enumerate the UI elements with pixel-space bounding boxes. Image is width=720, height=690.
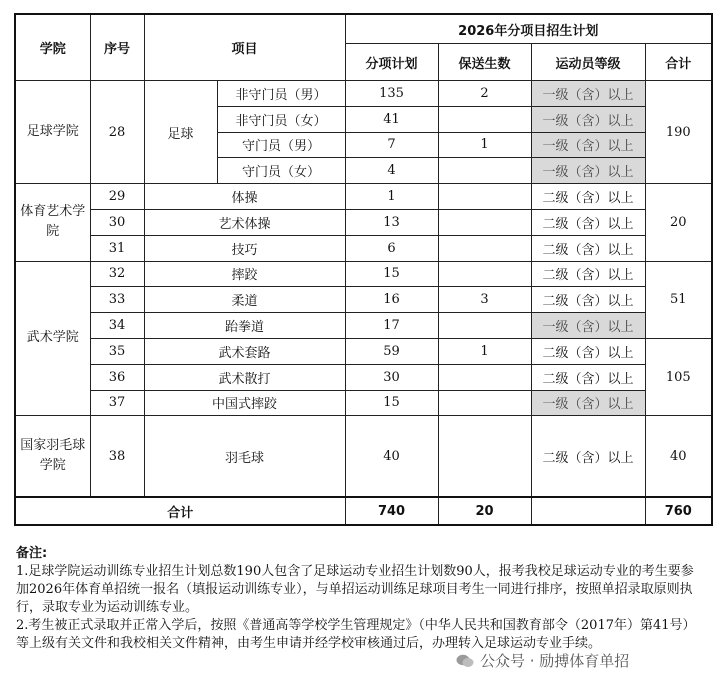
seq-cell: 33 (90, 287, 144, 313)
header-athlete-level: 运动员等级 (531, 44, 645, 81)
plan-cell: 6 (345, 235, 438, 261)
note-2: 2.考生被正式录取并正常入学后，按照《普通高等学校学生管理规定》（中华人民共和国教育部令（2017年）第41号）等上级有关文件和我校相关文件精神，由考生申请并经学校审核通过后，办理转入足球运动专业手续。 (16, 618, 696, 651)
guaranteed-cell (438, 184, 531, 210)
summary-total: 760 (645, 497, 712, 525)
table-row (15, 416, 712, 498)
college-wushu: 武术学院 (15, 261, 90, 416)
wechat-icon (456, 654, 474, 668)
seq-cell: 38 (90, 416, 144, 498)
level-cell: 二级（含）以上 (531, 364, 645, 390)
item-cell: 武术套路 (144, 338, 345, 364)
seq-cell: 28 (90, 81, 144, 184)
header-sub-plan: 分项计划 (345, 44, 438, 81)
plan-cell: 40 (345, 416, 438, 498)
guaranteed-cell (438, 106, 531, 132)
level-cell: 一级（含）以上 (531, 390, 645, 416)
table-row (15, 313, 712, 339)
header-item: 项目 (144, 14, 345, 81)
plan-cell: 7 (345, 132, 438, 158)
item-cell: 柔道 (144, 287, 345, 313)
level-cell: 二级（含）以上 (531, 235, 645, 261)
summary-label: 合计 (15, 497, 345, 525)
table-row (15, 338, 712, 364)
plan-cell: 13 (345, 209, 438, 235)
plan-cell: 17 (345, 313, 438, 339)
guaranteed-cell (438, 261, 531, 287)
item-cell: 守门员（男） (217, 132, 345, 158)
summary-plan: 740 (345, 497, 438, 525)
plan-cell: 30 (345, 364, 438, 390)
guaranteed-cell: 2 (438, 81, 531, 107)
guaranteed-cell (438, 364, 531, 390)
guaranteed-cell: 1 (438, 338, 531, 364)
item-cell: 体操 (144, 184, 345, 210)
seq-cell: 35 (90, 338, 144, 364)
item-cell: 非守门员（男） (217, 81, 345, 107)
summary-guaranteed: 20 (438, 497, 531, 525)
table-row (15, 184, 712, 210)
college-football: 足球学院 (15, 81, 90, 184)
guaranteed-cell (438, 416, 531, 498)
level-cell: 一级（含）以上 (531, 313, 645, 339)
seq-cell: 29 (90, 184, 144, 210)
level-cell: 一级（含）以上 (531, 132, 645, 158)
plan-cell: 1 (345, 184, 438, 210)
header-seq: 序号 (90, 14, 144, 81)
header-guaranteed: 保送生数 (438, 44, 531, 81)
item-cell: 中国式摔跤 (144, 390, 345, 416)
guaranteed-cell (438, 158, 531, 184)
plan-cell: 135 (345, 81, 438, 107)
seq-cell: 34 (90, 313, 144, 339)
item-cell: 羽毛球 (144, 416, 345, 498)
summary-level-empty (531, 497, 645, 525)
header-college: 学院 (15, 14, 90, 81)
item-cell: 技巧 (144, 235, 345, 261)
level-cell: 一级（含）以上 (531, 158, 645, 184)
total-football: 190 (645, 81, 712, 184)
seq-cell: 32 (90, 261, 144, 287)
table-row (15, 261, 712, 287)
guaranteed-cell (438, 390, 531, 416)
summary-row (15, 497, 712, 525)
watermark (456, 650, 629, 671)
total-badminton: 40 (645, 416, 712, 498)
item-cell: 摔跤 (144, 261, 345, 287)
plan-cell: 15 (345, 390, 438, 416)
table-row (15, 287, 712, 313)
guaranteed-cell (438, 313, 531, 339)
total-sports-art: 20 (645, 184, 712, 261)
level-cell: 二级（含）以上 (531, 287, 645, 313)
sport-football: 足球 (144, 81, 217, 184)
guaranteed-cell (438, 235, 531, 261)
level-cell: 二级（含）以上 (531, 209, 645, 235)
item-cell: 守门员（女） (217, 158, 345, 184)
watermark-text: 公众号 · 励搏体育单招 (480, 652, 630, 670)
level-cell: 一级（含）以上 (531, 106, 645, 132)
plan-cell: 41 (345, 106, 438, 132)
seq-cell: 36 (90, 364, 144, 390)
item-cell: 艺术体操 (144, 209, 345, 235)
enrollment-plan-table (14, 13, 713, 526)
table-row (15, 81, 712, 107)
plan-cell: 4 (345, 158, 438, 184)
table-row (15, 235, 712, 261)
total-wushu-b: 105 (645, 338, 712, 415)
table-row (15, 209, 712, 235)
table-row (15, 364, 712, 390)
seq-cell: 31 (90, 235, 144, 261)
total-wushu-a: 51 (645, 261, 712, 338)
guaranteed-cell: 1 (438, 132, 531, 158)
notes-section (16, 545, 706, 653)
guaranteed-cell (438, 209, 531, 235)
note-1: 1.足球学院运动训练专业招生计划总数190人包含了足球运动专业招生计划数90人，报考我校足球运动专业的考生要参加2026年体育单招统一报名（填报运动训练专业），与单招运动训练足球项目考生一同进行排序，按照单招录取原则执行，录取专业为运动训练专业。 (16, 564, 694, 615)
item-cell: 非守门员（女） (217, 106, 345, 132)
seq-cell: 37 (90, 390, 144, 416)
level-cell: 二级（含）以上 (531, 184, 645, 210)
header-total: 合计 (645, 44, 712, 81)
guaranteed-cell: 3 (438, 287, 531, 313)
seq-cell: 30 (90, 209, 144, 235)
notes-title: 备注: (16, 546, 48, 561)
item-cell: 武术散打 (144, 364, 345, 390)
header-plan-title: 2026年分项目招生计划 (345, 14, 712, 44)
plan-cell: 59 (345, 338, 438, 364)
plan-cell: 15 (345, 261, 438, 287)
table-row (15, 390, 712, 416)
level-cell: 二级（含）以上 (531, 261, 645, 287)
college-badminton: 国家羽毛球学院 (15, 416, 90, 498)
college-sports-art: 体育艺术学院 (15, 184, 90, 261)
level-cell: 一级（含）以上 (531, 81, 645, 107)
item-cell: 跆拳道 (144, 313, 345, 339)
level-cell: 二级（含）以上 (531, 338, 645, 364)
plan-cell: 16 (345, 287, 438, 313)
level-cell: 二级（含）以上 (531, 416, 645, 498)
